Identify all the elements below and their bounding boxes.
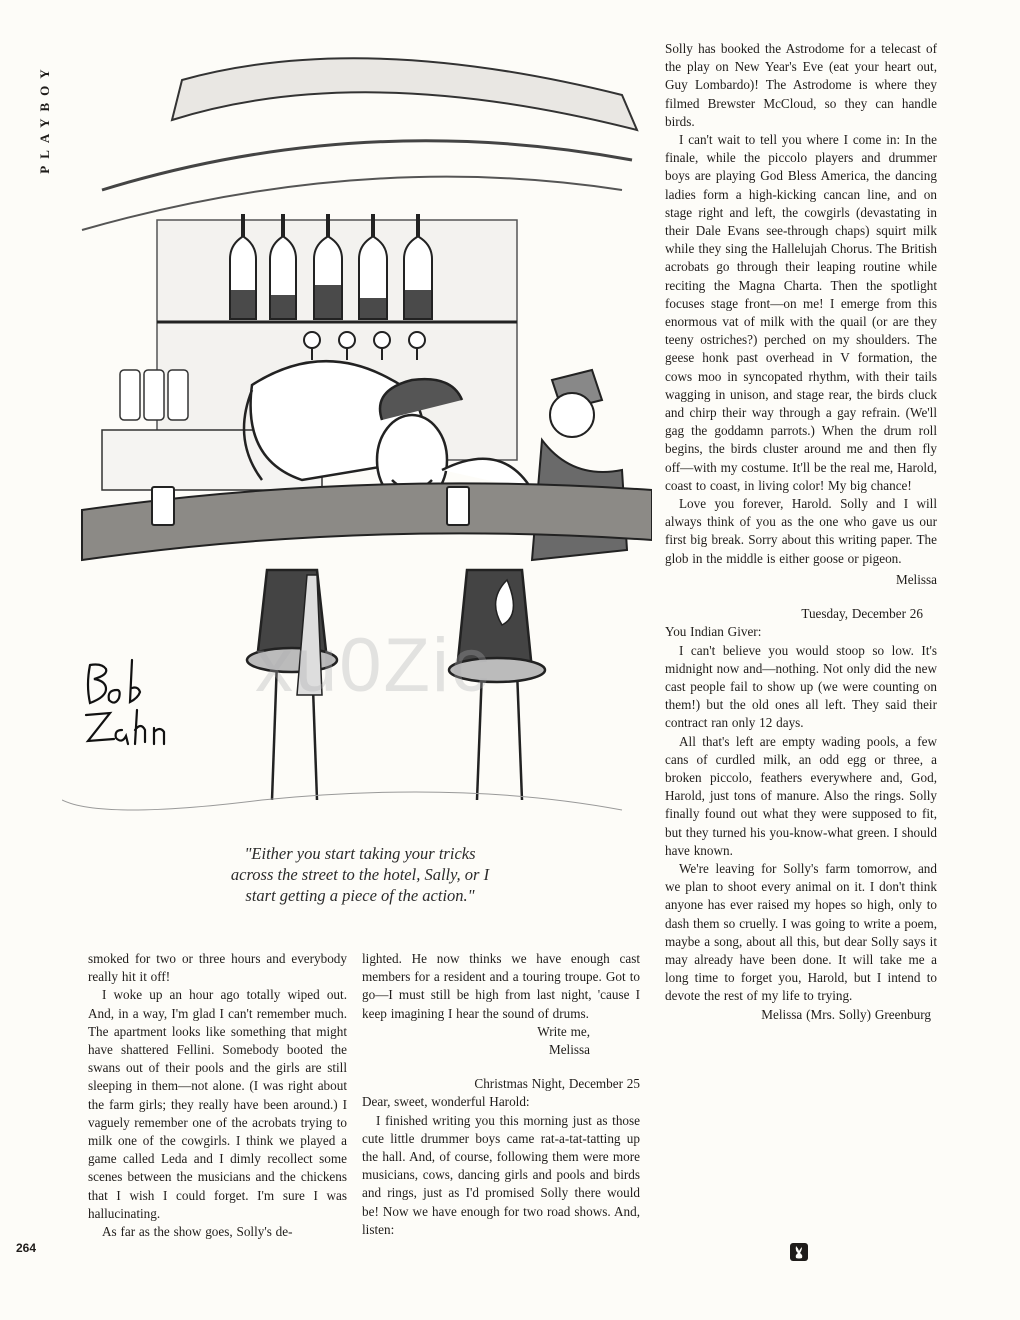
cartoon-caption — [170, 843, 550, 906]
paragraph: Solly has booked the Astrodome for a telecast of the play on New Year's Eve (eat your heart out, Guy Lombardo)! The Astrodome is where they filmed Brewster McCloud, so they can handle birds. — [665, 41, 937, 129]
letter-signoff: Melissa — [895, 571, 937, 587]
letter-dateline: Tuesday, December 26 — [801, 606, 923, 622]
paragraph: As far as the show goes, Solly's de- — [102, 1224, 293, 1240]
artist-signature — [86, 660, 164, 744]
article-column-left — [88, 950, 347, 1241]
paragraph: We're leaving for Solly's farm tomorrow, and we plan to shoot every animal on it. I don't think anyone has ever raised my hopes so high, only to dash them so cruelly. I was going to write a poem, maybe a song, about all this, but dear Solly says it may already have been done. It will take me a long time to forget you, Harold, but I intend to devote the rest of my life to trying. — [665, 860, 937, 1004]
letter-signoff: Write me, — [537, 1023, 590, 1039]
letter-dateline: Christmas Night, December 25 — [474, 1076, 640, 1092]
caption-line: "Either you start taking your tricks — [244, 844, 476, 863]
page-number: 264 — [16, 1241, 37, 1255]
paragraph: Love you forever, Harold. Solly and I will always think of you as the one who gave us our first big break. Sorry about this writing paper. The glob in the middle is either goose or pigeon. — [665, 496, 937, 566]
paragraph: I can't wait to tell you where I come in: In the finale, while the piccolo players and drummer boys are playing God Bless America, the dancing ladies form a high-kicking cancan line, and on stage right and left, the cowgirls (devastating in their Dale Evans see-through chaps) squirt milk while they sing the Hallelujah Chorus. The British acrobats go through their leaping routine while reciting the Magna Charta. Then the spotlight focuses stage front—on me! I emerge from this enormous vat of milk with the quail (or are they teeny ostriches?) perched on my shoulders. The geese honk past overhead in V formation, the cows moo in syncopated rhythm, with their tails wagging in unison, and stage rear, the birds cluck and chirp their way through a gay refrain. (We'll gag the goddamn parrots.) When the drum roll begins, the birds cluster around me and then fly off—with my costume. It'll be the real me, Harold, coast to coast, in living color! My big chance! — [665, 132, 937, 493]
article-column-middle — [362, 950, 640, 1239]
magazine-masthead — [30, 40, 56, 200]
caption-line: start getting a piece of the action." — [245, 886, 475, 905]
letter-signoff: Melissa — [548, 1042, 590, 1058]
paragraph: smoked for two or three hours and everybody really hit it off! — [88, 951, 347, 985]
letter-salutation: Dear, sweet, wonderful Harold: — [362, 1094, 530, 1110]
magazine-name: PLAYBOY — [37, 62, 52, 174]
letter-signoff: Melissa (Mrs. Solly) Greenburg — [761, 1006, 931, 1022]
cartoon-illustration — [62, 40, 652, 830]
paragraph: I woke up an hour ago totally wiped out. And, in a way, I'm glad I can't remember much. The apartment looks like something that might have shattered Fellini. Somebody booted the swans out of their pools and the girls are still sleeping in them—not alone. (I was right about the farm girls; they really have been around.) I vaguely remember one of the acrobats trying to milk one of the cowgirls. I think we played a game called Leda and I dimly recollect some scenes between the musicians and the chickens that I wish I could forget. I'm sure I was hallucinating. — [88, 987, 347, 1221]
paragraph: All that's left are empty wading pools, a few cans of curdled milk, an odd egg or three, a broken piccolo, feathers everywhere and, God, Harold, just tons of manure. Also the rings. Solly finally found out what they were supposed to fit, but they turned his you-know-what green. I should have known. — [665, 733, 937, 858]
caption-line: across the street to the hotel, Sally, or I — [230, 865, 490, 884]
rabbit-head-icon — [790, 1243, 808, 1261]
letter-salutation: You Indian Giver: — [665, 624, 762, 640]
article-column-right — [665, 40, 937, 1024]
watermark: xu0Zic — [255, 623, 491, 708]
paragraph: I finished writing you this morning just as those cute little drummer boys came rat-a-tat-tatting up the hall. And, of course, following them were more musicians, cows, dancing girls and pools and birds and rings, just as I'd promised Solly there would be! Now we have enough for two road shows. And, listen: — [362, 1112, 640, 1237]
paragraph: I can't believe you would stoop so low. It's midnight now and—nothing. Not only did the new cast people fail to show up (we were counting on them!) but the old ones all left. They said their contract ran only 12 days. — [665, 642, 937, 731]
paragraph: lighted. He now thinks we have enough cast members for a resident and a touring troupe. Got to go—I must still be high from last night, 'cause I keep imagining I hear the sound of drums. — [362, 951, 640, 1021]
